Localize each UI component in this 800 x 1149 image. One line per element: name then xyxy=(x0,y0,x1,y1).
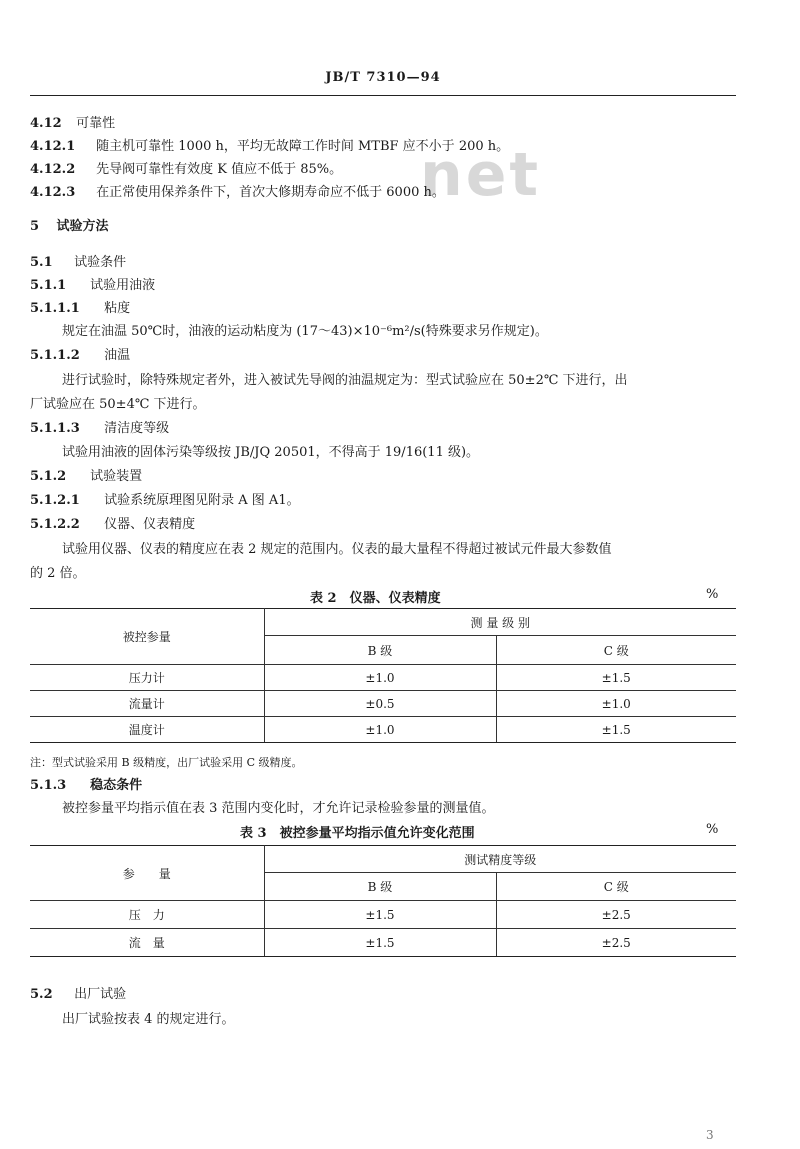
table2-header-c: C 级 xyxy=(496,636,736,665)
section-5-1-3: 5.1.3 稳态条件 xyxy=(30,778,143,793)
oil-temp-text-line1: 进行试验时，除特殊规定者外，进入被试先导阀的油温规定为：型式试验应在 50±2℃ 下进行，出 xyxy=(62,373,628,388)
table-row xyxy=(30,901,736,929)
viscosity-text: 规定在油温 50℃时，油液的运动粘度为 (17～43)×10⁻⁶m²/s(特殊要求另作规定)。 xyxy=(62,324,548,339)
table2-row-name: 温度计 xyxy=(30,717,264,743)
cleanliness-text: 试验用油液的固体污染等级按 JB/JQ 20501，不得高于 19/16(11 级)。 xyxy=(62,445,480,460)
section-5-1-1-3: 5.1.1.3 清洁度等级 xyxy=(30,421,170,436)
table-row xyxy=(30,665,736,691)
section-5-1-1-1: 5.1.1.1 粘度 xyxy=(30,301,131,316)
section-5-1-1: 5.1.1 试验用油液 xyxy=(30,278,156,293)
table3-row-name: 流 量 xyxy=(30,929,264,957)
instrument-text-line2: 的 2 倍。 xyxy=(30,566,86,581)
table3-unit: % xyxy=(706,822,719,837)
table2-cell-b: ±1.0 xyxy=(264,665,496,691)
table2-unit: % xyxy=(706,587,719,602)
instrument-text-line1: 试验用仪器、仪表的精度应在表 2 规定的范围内。仪表的最大量程不得超过被试元件最大参数值 xyxy=(62,542,612,557)
table3-header-b: B 级 xyxy=(264,873,496,901)
table3-cell-c: ±2.5 xyxy=(496,901,736,929)
table3-cell-b: ±1.5 xyxy=(264,929,496,957)
section-5-1-2-1: 5.1.2.1 试验系统原理图见附录 A 图 A1。 xyxy=(30,493,300,508)
table2-cell-b: ±1.0 xyxy=(264,717,496,743)
table3-header-group: 测试精度等级 xyxy=(264,846,736,873)
table-row xyxy=(30,717,736,743)
section-4-12-1: 4.12.1 随主机可靠性 1000 h，平均无故障工作时间 MTBF 应不小于 200 h。 xyxy=(30,139,510,154)
page-number: 3 xyxy=(706,1128,714,1142)
table2 xyxy=(30,608,736,743)
factory-test-text: 出厂试验按表 4 的规定进行。 xyxy=(62,1012,235,1027)
section-4-12: 4.12 可靠性 xyxy=(30,116,116,131)
table2-row-name: 流量计 xyxy=(30,691,264,717)
table3-cell-c: ±2.5 xyxy=(496,929,736,957)
table3-row-name: 压 力 xyxy=(30,901,264,929)
table3-caption: 表 3 被控参量平均指示值允许变化范围 xyxy=(240,826,475,841)
table2-cell-c: ±1.0 xyxy=(496,691,736,717)
section-5-1: 5.1 试验条件 xyxy=(30,255,127,270)
table2-cell-b: ±0.5 xyxy=(264,691,496,717)
table2-caption: 表 2 仪器、仪表精度 xyxy=(310,591,441,606)
table2-cell-c: ±1.5 xyxy=(496,665,736,691)
section-4-12-2: 4.12.2 先导阀可靠性有效度 K 值应不低于 85%。 xyxy=(30,162,343,177)
section-5-1-2: 5.1.2 试验装置 xyxy=(30,469,143,484)
table3-cell-b: ±1.5 xyxy=(264,901,496,929)
section-5-heading: 5 试验方法 xyxy=(30,219,109,234)
standard-code-header: JB/T 7310—94 xyxy=(325,70,441,85)
table2-header-param: 被控参量 xyxy=(30,609,264,665)
table-row xyxy=(30,691,736,717)
watermark: net xyxy=(420,140,542,210)
table-row xyxy=(30,929,736,957)
table3-header-param: 参 量 xyxy=(30,846,264,901)
table2-header-b: B 级 xyxy=(264,636,496,665)
table2-row-name: 压力计 xyxy=(30,665,264,691)
section-5-1-2-2: 5.1.2.2 仪器、仪表精度 xyxy=(30,517,196,532)
table3 xyxy=(30,845,736,957)
oil-temp-text-line2: 厂试验应在 50±4℃ 下进行。 xyxy=(30,397,206,412)
table2-note: 注：型式试验采用 B 级精度，出厂试验采用 C 级精度。 xyxy=(30,756,303,769)
section-5-2: 5.2 出厂试验 xyxy=(30,987,127,1002)
table2-cell-c: ±1.5 xyxy=(496,717,736,743)
table3-header-c: C 级 xyxy=(496,873,736,901)
section-4-12-3: 4.12.3 在正常使用保养条件下，首次大修期寿命应不低于 6000 h。 xyxy=(30,185,445,200)
header-rule xyxy=(30,95,736,96)
table2-header-group: 测 量 级 别 xyxy=(264,609,736,636)
section-5-1-1-2: 5.1.1.2 油温 xyxy=(30,348,131,363)
steady-state-text: 被控参量平均指示值在表 3 范围内变化时，才允许记录检验参量的测量值。 xyxy=(62,801,495,816)
